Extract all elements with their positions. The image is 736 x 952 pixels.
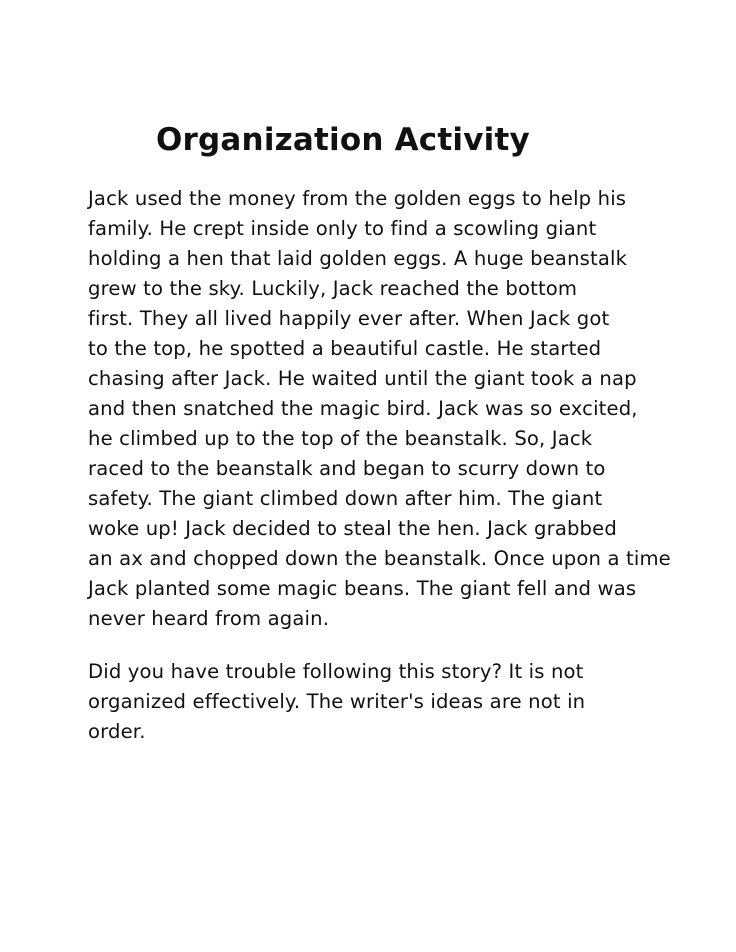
story-line: first. They all lived happily ever after. When Jack got [88,307,610,330]
question-paragraph [88,657,585,747]
story-line: safety. The giant climbed down after him. The giant [88,487,603,510]
story-line: raced to the beanstalk and began to scurry down to [88,457,606,480]
story-line: grew to the sky. Luckily, Jack reached the bottom [88,277,578,300]
story-line: Jack used the money from the golden eggs to help his [88,187,627,210]
story-line: family. He crept inside only to find a scowling giant [88,217,597,240]
story-line: never heard from again. [88,607,330,630]
story-line: and then snatched the magic bird. Jack was so excited, [88,397,638,420]
story-line: an ax and chopped down the beanstalk. Once upon a time [88,547,671,570]
story-paragraph [88,184,671,634]
story-line: woke up! Jack decided to steal the hen. Jack grabbed [88,517,617,540]
question-line: order. [88,720,146,743]
question-line: Did you have trouble following this story? It is not [88,660,584,683]
page-title: Organization Activity [156,122,530,158]
story-line: Jack planted some magic beans. The giant fell and was [88,577,637,600]
question-line: organized effectively. The writer's ideas are not in [88,690,586,713]
story-line: to the top, he spotted a beautiful castle. He started [88,337,602,360]
story-line: he climbed up to the top of the beanstalk. So, Jack [88,427,593,450]
story-line: chasing after Jack. He waited until the giant took a nap [88,367,637,390]
story-line: holding a hen that laid golden eggs. A huge beanstalk [88,247,628,270]
